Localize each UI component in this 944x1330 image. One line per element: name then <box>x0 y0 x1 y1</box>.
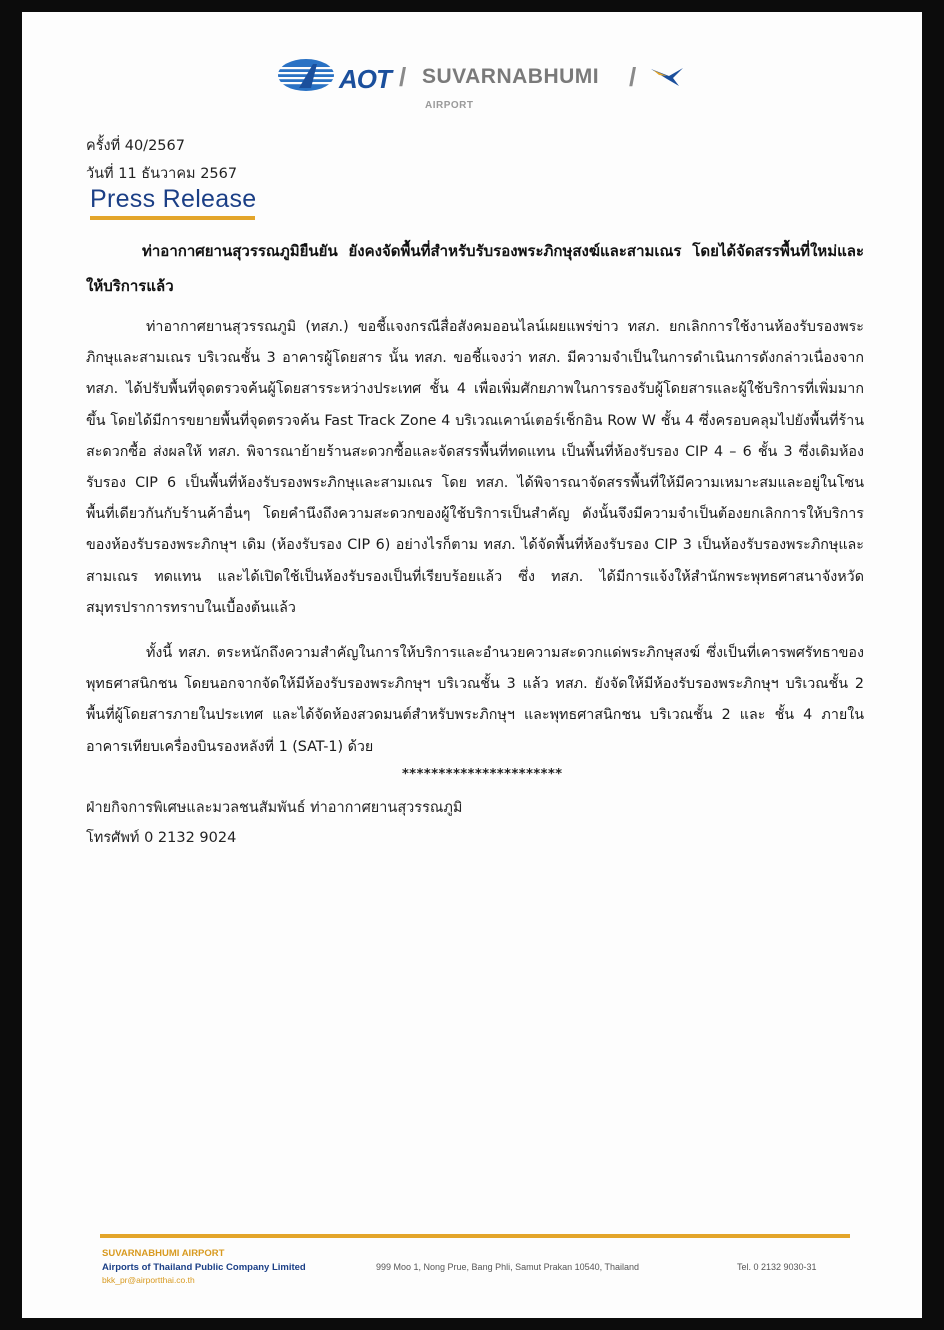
logo-airport-name: SUVARNABHUMI <box>422 65 600 88</box>
aot-globe-icon <box>277 58 335 92</box>
logo-airport-sub: AIRPORT <box>425 100 474 111</box>
aot-suvarnabhumi-logo <box>277 50 697 130</box>
contact-department: ฝ่ายกิจการพิเศษและมวลชนสัมพันธ์ ท่าอากาศยานสุวรรณภูมิ <box>86 800 463 816</box>
footer-divider <box>100 1234 850 1238</box>
body-paragraph-2: ทั้งนี้ ทสภ. ตระหนักถึงความสำคัญในการให้บริการและอำนวยความสะดวกแด่พระภิกษุสงฆ์ ซึ่งเป็นที่เคารพศรัทธาของพุทธศาสนิกชน โดยนอกจากจัดให้มีห้องรับรองพระภิกษุฯ บริเวณชั้น 3 แล้ว ทสภ. ยังจัดให้มีห้องรับรองพระภิกษุฯ บริเวณชั้น 2 พื้นที่ผู้โดยสารภายในประเทศ และได้จัดห้องสวดมนต์สำหรับพระภิกษุฯ และพุทธศาสนิกชน บริเวณชั้น 2 และ ชั้น 4 ภายในอาคารเทียบเครื่องบินรองหลังที่ 1 (SAT-1) ด้วย <box>86 645 864 755</box>
contact-phone: โทรศัพท์ 0 2132 9024 <box>86 830 237 846</box>
release-date: วันที่ 11 ธันวาคม 2567 <box>86 166 238 182</box>
press-release-title: Press Release <box>90 185 257 213</box>
footer-email[interactable]: bkk_pr@airportthai.co.th <box>102 1275 195 1285</box>
headline: ท่าอากาศยานสุวรรณภูมิยืนยัน ยังคงจัดพื้นที่สำหรับรับรองพระภิกษุสงฆ์และสามเณร โดยได้จัดสรรพื้นที่ใหม่และให้บริการแล้ว <box>86 242 864 295</box>
footer-tel: Tel. 0 2132 9030-31 <box>737 1262 817 1272</box>
logo-slash-2: / <box>629 62 637 92</box>
footer-airport: SUVARNABHUMI AIRPORT <box>102 1248 225 1259</box>
logo-slash-1: / <box>399 62 407 92</box>
body-paragraph-1: ท่าอากาศยานสุวรรณภูมิ (ทสภ.) ขอชี้แจงกรณีสื่อสังคมออนไลน์เผยแพร่ข่าว ทสภ. ยกเลิกการใช้งานห้องรับรองพระภิกษุและสามเณร บริเวณชั้น 3 อาคารผู้โดยสาร นั้น ทสภ. ขอชี้แจงว่า ทสภ. มีความจำเป็นในการดำเนินการดังกล่าวเนื่องจาก ทสภ. ได้ปรับพื้นที่จุดตรวจค้นผู้โดยสารระหว่างประเทศ ชั้น 4 เพื่อเพิ่มศักยภาพในการรองรับผู้โดยสารและผู้ใช้บริการที่เพิ่มมากขึ้น โดยได้มีการขยายพื้นที่จุดตรวจค้น Fast Track Zone 4 บริเวณเคาน์เตอร์เช็กอิน Row W ชั้น 4 ซึ่งครอบคลุมไปยังพื้นที่ร้านสะดวกซื้อ ส่งผลให้ ทสภ. พิจารณาย้ายร้านสะดวกซื้อและจัดสรรพื้นที่ทดแทน เป็นพื้นที่ห้องรับรอง CIP 4 – 6 ชั้น 3 ซึ่งเดิมห้องรับรอง CIP 6 เป็นพื้นที่ห้องรับรองพระภิกษุและสามเณร โดย ทสภ. ได้พิจารณาจัดสรรพื้นที่ให้มีความเหมาะสมและอยู่ในโซนพื้นที่เดียวกันกับร้านค้าอื่นๆ โดยคำนึงถึงความสะดวกของผู้ใช้บริการเป็นสำคัญ ดังนั้นจึงมีความจำเป็นต้องยกเลิกการให้บริการของห้องรับรองพระภิกษุฯ เดิม (ห้องรับรอง CIP 6) อย่างไรก็ตาม ทสภ. ได้จัดพื้นที่ห้องรับรอง CIP 3 เป็นห้องรับรองพระภิกษุและสามเณร ทดแทน และได้เปิดใช้เป็นห้องรับรองเป็นที่เรียบร้อยแล้ว ซึ่ง ทสภ. ได้มีการแจ้งให้สำนักพระพุทธศาสนาจังหวัดสมุทรปราการทราบในเบื้องต้นแล้ว <box>86 319 864 616</box>
separator: ********************** <box>402 767 563 782</box>
kinnaree-bird-icon <box>649 66 685 88</box>
footer-address: 999 Moo 1, Nong Prue, Bang Phli, Samut Prakan 10540, Thailand <box>376 1262 640 1272</box>
footer-company: Airports of Thailand Public Company Limited <box>102 1262 306 1273</box>
title-underline <box>90 216 255 220</box>
logo-aot-text: AOT <box>339 64 391 94</box>
press-release-page <box>22 12 922 1318</box>
issue-number: ครั้งที่ 40/2567 <box>86 138 185 154</box>
